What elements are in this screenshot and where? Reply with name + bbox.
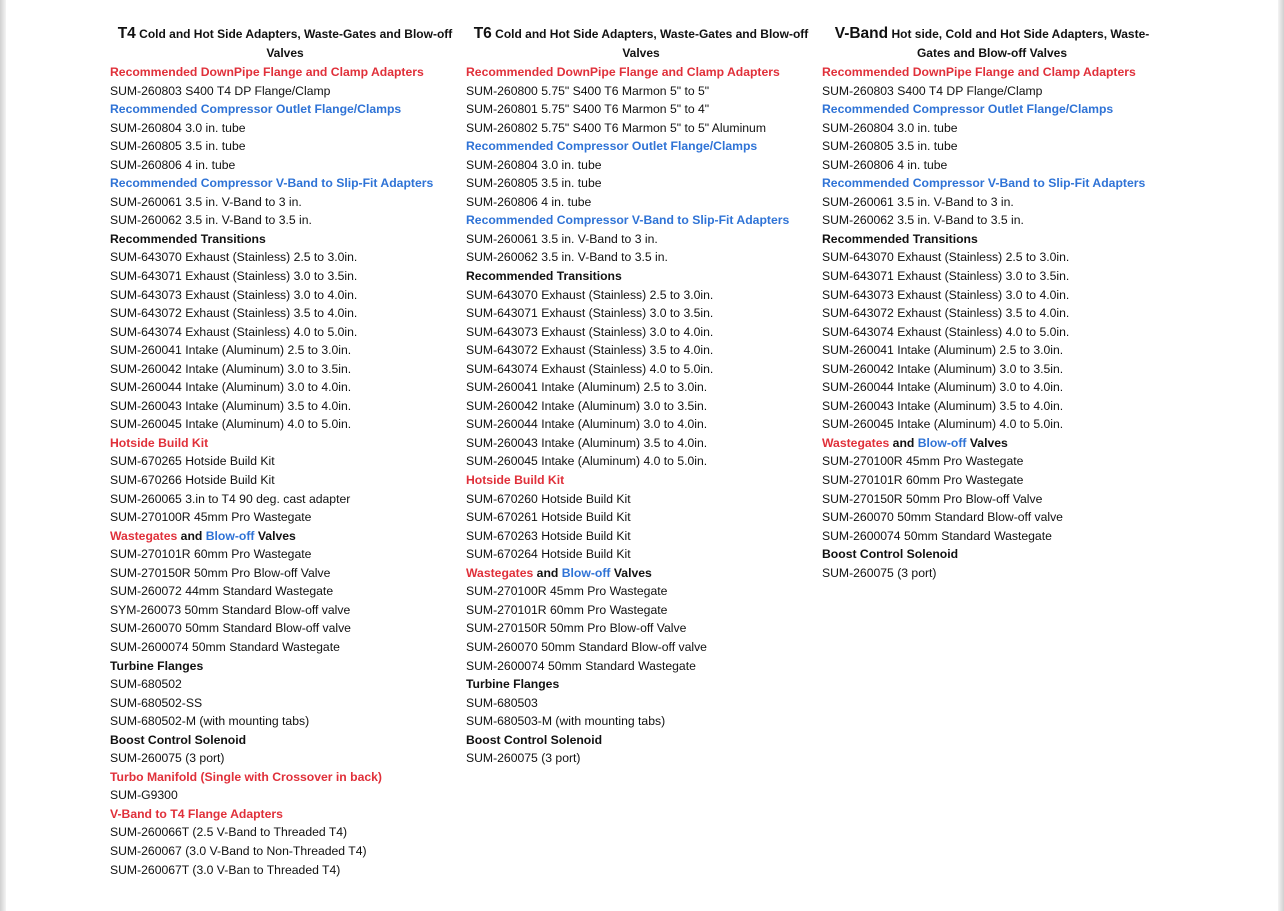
list-item: SUM-260804 3.0 in. tube (466, 157, 602, 172)
list-item: SUM-260045 Intake (Aluminum) 4.0 to 5.0in. (822, 417, 1064, 432)
list-item: SUM-260070 50mm Standard Blow-off valve (466, 639, 707, 654)
column-t4-subtitle-cont: Valves (266, 46, 304, 60)
section-heading: Recommended DownPipe Flange and Clamp Adapters (822, 65, 1136, 79)
column-t4-subtitle: Cold and Hot Side Adapters, Waste-Gates and Blow-off (135, 27, 453, 41)
list-item: SUM-643072 Exhaust (Stainless) 3.5 to 4.0in. (466, 343, 714, 358)
blowoff-label: Blow-off (917, 435, 967, 450)
list-item: SUM-2600074 50mm Standard Wastegate (822, 528, 1052, 543)
and-label: and (533, 565, 562, 580)
list-item: SUM-2600074 50mm Standard Wastegate (110, 639, 340, 654)
list-item: SUM-270100R 45mm Pro Wastegate (110, 510, 312, 525)
blowoff-label: Blow-off (205, 528, 255, 543)
list-item: SUM-260804 3.0 in. tube (110, 120, 246, 135)
list-item: SUM-260804 3.0 in. tube (822, 120, 958, 135)
list-item: SUM-270101R 60mm Pro Wastegate (110, 547, 312, 562)
list-item: SUM-G9300 (110, 788, 178, 803)
section-heading: Recommended Transitions (466, 269, 622, 284)
section-heading: Hotside Build Kit (466, 473, 565, 488)
section-heading: Turbine Flanges (110, 658, 204, 673)
list-item: SUM-260045 Intake (Aluminum) 4.0 to 5.0in. (466, 454, 708, 469)
list-item: SUM-260075 (3 port) (822, 565, 937, 580)
list-item: SUM-260800 5.75" S400 T6 Marmon 5" to 5" (466, 83, 710, 98)
page-edge-left (0, 0, 6, 911)
list-item: SUM-260066T (2.5 V-Band to Threaded T4) (110, 825, 348, 840)
list-item: SUM-260044 Intake (Aluminum) 3.0 to 4.0in. (110, 380, 352, 395)
wastegates-label: Wastegates (110, 528, 178, 543)
list-item: SUM-270150R 50mm Pro Blow-off Valve (110, 565, 331, 580)
list-item: SUM-260065 3.in to T4 90 deg. cast adapter (110, 491, 351, 506)
list-item: SUM-643074 Exhaust (Stainless) 4.0 to 5.0in. (110, 324, 358, 339)
wastegates-label: Wastegates (822, 435, 890, 450)
list-item: SUM-260061 3.5 in. V-Band to 3 in. (110, 194, 302, 209)
list-item: SUM-260075 (3 port) (110, 751, 225, 766)
list-item: SUM-260045 Intake (Aluminum) 4.0 to 5.0in. (110, 417, 352, 432)
list-item: SYM-260073 50mm Standard Blow-off valve (110, 602, 351, 617)
section-heading-wastegates (466, 564, 816, 583)
list-item: SUM-643071 Exhaust (Stainless) 3.0 to 3.5in. (110, 269, 358, 284)
list-item: SUM-680503-M (with mounting tabs) (466, 714, 666, 729)
list-item: SUM-260070 50mm Standard Blow-off valve (110, 621, 351, 636)
list-item: SUM-260061 3.5 in. V-Band to 3 in. (822, 194, 1014, 209)
valves-label: Valves (610, 565, 652, 580)
section-heading: Turbo Manifold (Single with Crossover in back) (110, 769, 382, 784)
list-item: SUM-260043 Intake (Aluminum) 3.5 to 4.0in. (466, 435, 708, 450)
list-item: SUM-643070 Exhaust (Stainless) 2.5 to 3.0in. (110, 250, 358, 265)
list-item: SUM-260070 50mm Standard Blow-off valve (822, 510, 1063, 525)
list-item: SUM-260042 Intake (Aluminum) 3.0 to 3.5in. (110, 361, 352, 376)
list-item: SUM-670266 Hotside Build Kit (110, 473, 275, 488)
list-item: SUM-270150R 50mm Pro Blow-off Valve (466, 621, 687, 636)
section-heading-wastegates (822, 434, 1162, 453)
section-heading: Recommended Compressor Outlet Flange/Clamps (110, 102, 402, 117)
list-item: SUM-260805 3.5 in. tube (110, 139, 246, 154)
list-item: SUM-670264 Hotside Build Kit (466, 547, 631, 562)
section-heading: Boost Control Solenoid (466, 732, 603, 747)
list-item: SUM-643072 Exhaust (Stainless) 3.5 to 4.0in. (822, 306, 1070, 321)
list-item: SUM-260043 Intake (Aluminum) 3.5 to 4.0in. (822, 398, 1064, 413)
section-heading: Recommended Compressor V-Band to Slip-Fit Adapters (466, 213, 790, 228)
wastegates-label: Wastegates (466, 565, 534, 580)
list-item: SUM-260805 3.5 in. tube (822, 139, 958, 154)
list-item: SUM-260806 4 in. tube (466, 194, 592, 209)
column-vband-subtitle-cont: Gates and Blow-off Valves (916, 46, 1068, 60)
list-item: SUM-260062 3.5 in. V-Band to 3.5 in. (110, 213, 312, 228)
and-label: and (177, 528, 206, 543)
section-heading: Hotside Build Kit (110, 435, 209, 450)
list-item: SUM-643070 Exhaust (Stainless) 2.5 to 3.0in. (822, 250, 1070, 265)
list-item: SUM-270101R 60mm Pro Wastegate (822, 473, 1024, 488)
list-item: SUM-270101R 60mm Pro Wastegate (466, 602, 668, 617)
list-item: SUM-260803 S400 T4 DP Flange/Clamp (822, 83, 1043, 98)
list-item: SUM-643073 Exhaust (Stainless) 3.0 to 4.0in. (822, 287, 1070, 302)
list-item: SUM-260067T (3.0 V-Ban to Threaded T4) (110, 862, 341, 877)
list-item: SUM-670263 Hotside Build Kit (466, 528, 631, 543)
list-item: SUM-260805 3.5 in. tube (466, 176, 602, 191)
column-t6 (466, 24, 816, 768)
list-item: SUM-680502-M (with mounting tabs) (110, 714, 310, 729)
list-item: SUM-260044 Intake (Aluminum) 3.0 to 4.0in. (466, 417, 708, 432)
list-item: SUM-260041 Intake (Aluminum) 2.5 to 3.0in. (822, 343, 1064, 358)
section-heading: Recommended DownPipe Flange and Clamp Adapters (110, 65, 424, 79)
list-item: SUM-643074 Exhaust (Stainless) 4.0 to 5.0in. (466, 361, 714, 376)
list-item: SUM-270100R 45mm Pro Wastegate (822, 454, 1024, 469)
column-t4 (110, 24, 460, 879)
list-item: SUM-260067 (3.0 V-Band to Non-Threaded T4) (110, 843, 367, 858)
section-heading: V-Band to T4 Flange Adapters (110, 806, 283, 821)
list-item: SUM-260041 Intake (Aluminum) 2.5 to 3.0in. (110, 343, 352, 358)
page-edge-right (1278, 0, 1284, 911)
and-label: and (889, 435, 918, 450)
list-item: SUM-260802 5.75" S400 T6 Marmon 5" to 5" Aluminum (466, 120, 766, 135)
section-heading: Recommended DownPipe Flange and Clamp Adapters (466, 65, 780, 79)
section-heading: Recommended Transitions (822, 231, 978, 246)
section-heading: Recommended Compressor Outlet Flange/Clamps (466, 139, 758, 154)
list-item: SUM-680503 (466, 695, 538, 710)
list-item: SUM-260061 3.5 in. V-Band to 3 in. (466, 231, 658, 246)
list-item: SUM-260803 S400 T4 DP Flange/Clamp (110, 83, 331, 98)
section-heading: Boost Control Solenoid (110, 732, 247, 747)
valves-label: Valves (966, 435, 1008, 450)
list-item: SUM-643072 Exhaust (Stainless) 3.5 to 4.0in. (110, 306, 358, 321)
list-item: SUM-260062 3.5 in. V-Band to 3.5 in. (822, 213, 1024, 228)
list-item: SUM-260042 Intake (Aluminum) 3.0 to 3.5in. (822, 361, 1064, 376)
list-item: SUM-260806 4 in. tube (822, 157, 948, 172)
list-item: SUM-670261 Hotside Build Kit (466, 510, 631, 525)
list-item: SUM-643073 Exhaust (Stainless) 3.0 to 4.0in. (466, 324, 714, 339)
list-item: SUM-260041 Intake (Aluminum) 2.5 to 3.0in. (466, 380, 708, 395)
column-vband-header (822, 24, 1162, 62)
section-heading: Recommended Compressor V-Band to Slip-Fit Adapters (110, 176, 434, 191)
column-t4-header (110, 24, 460, 62)
section-heading: Turbine Flanges (466, 677, 560, 692)
column-t6-title: T6 (473, 25, 492, 42)
section-heading: Boost Control Solenoid (822, 547, 959, 562)
valves-label: Valves (254, 528, 296, 543)
list-item: SUM-260072 44mm Standard Wastegate (110, 584, 334, 599)
column-vband-subtitle: Hot side, Cold and Hot Side Adapters, Waste- (888, 27, 1150, 41)
list-item: SUM-670265 Hotside Build Kit (110, 454, 275, 469)
list-item: SUM-643071 Exhaust (Stainless) 3.0 to 3.5in. (466, 306, 714, 321)
list-item: SUM-260044 Intake (Aluminum) 3.0 to 4.0in. (822, 380, 1064, 395)
section-heading: Recommended Compressor V-Band to Slip-Fit Adapters (822, 176, 1146, 191)
section-heading: Recommended Compressor Outlet Flange/Clamps (822, 102, 1114, 117)
section-heading-wastegates (110, 527, 460, 546)
column-t6-subtitle: Cold and Hot Side Adapters, Waste-Gates and Blow-off (491, 27, 809, 41)
list-item: SUM-260075 (3 port) (466, 751, 581, 766)
list-item: SUM-680502-SS (110, 695, 203, 710)
list-item: SUM-643073 Exhaust (Stainless) 3.0 to 4.0in. (110, 287, 358, 302)
list-item: SUM-260806 4 in. tube (110, 157, 236, 172)
list-item: SUM-670260 Hotside Build Kit (466, 491, 631, 506)
list-item: SUM-260801 5.75" S400 T6 Marmon 5" to 4" (466, 102, 710, 117)
section-heading: Recommended Transitions (110, 231, 266, 246)
list-item: SUM-270150R 50mm Pro Blow-off Valve (822, 491, 1043, 506)
column-t6-subtitle-cont: Valves (622, 46, 660, 60)
column-vband (822, 24, 1162, 582)
list-item: SUM-260062 3.5 in. V-Band to 3.5 in. (466, 250, 668, 265)
list-item: SUM-680502 (110, 677, 182, 692)
column-vband-title: V-Band (834, 25, 889, 42)
list-item: SUM-270100R 45mm Pro Wastegate (466, 584, 668, 599)
list-item: SUM-643070 Exhaust (Stainless) 2.5 to 3.0in. (466, 287, 714, 302)
list-item: SUM-643074 Exhaust (Stainless) 4.0 to 5.0in. (822, 324, 1070, 339)
list-item: SUM-2600074 50mm Standard Wastegate (466, 658, 696, 673)
list-item: SUM-260042 Intake (Aluminum) 3.0 to 3.5in. (466, 398, 708, 413)
list-item: SUM-643071 Exhaust (Stainless) 3.0 to 3.5in. (822, 269, 1070, 284)
column-t4-title: T4 (117, 25, 136, 42)
list-item: SUM-260043 Intake (Aluminum) 3.5 to 4.0in. (110, 398, 352, 413)
blowoff-label: Blow-off (561, 565, 611, 580)
column-t6-header (466, 24, 816, 62)
